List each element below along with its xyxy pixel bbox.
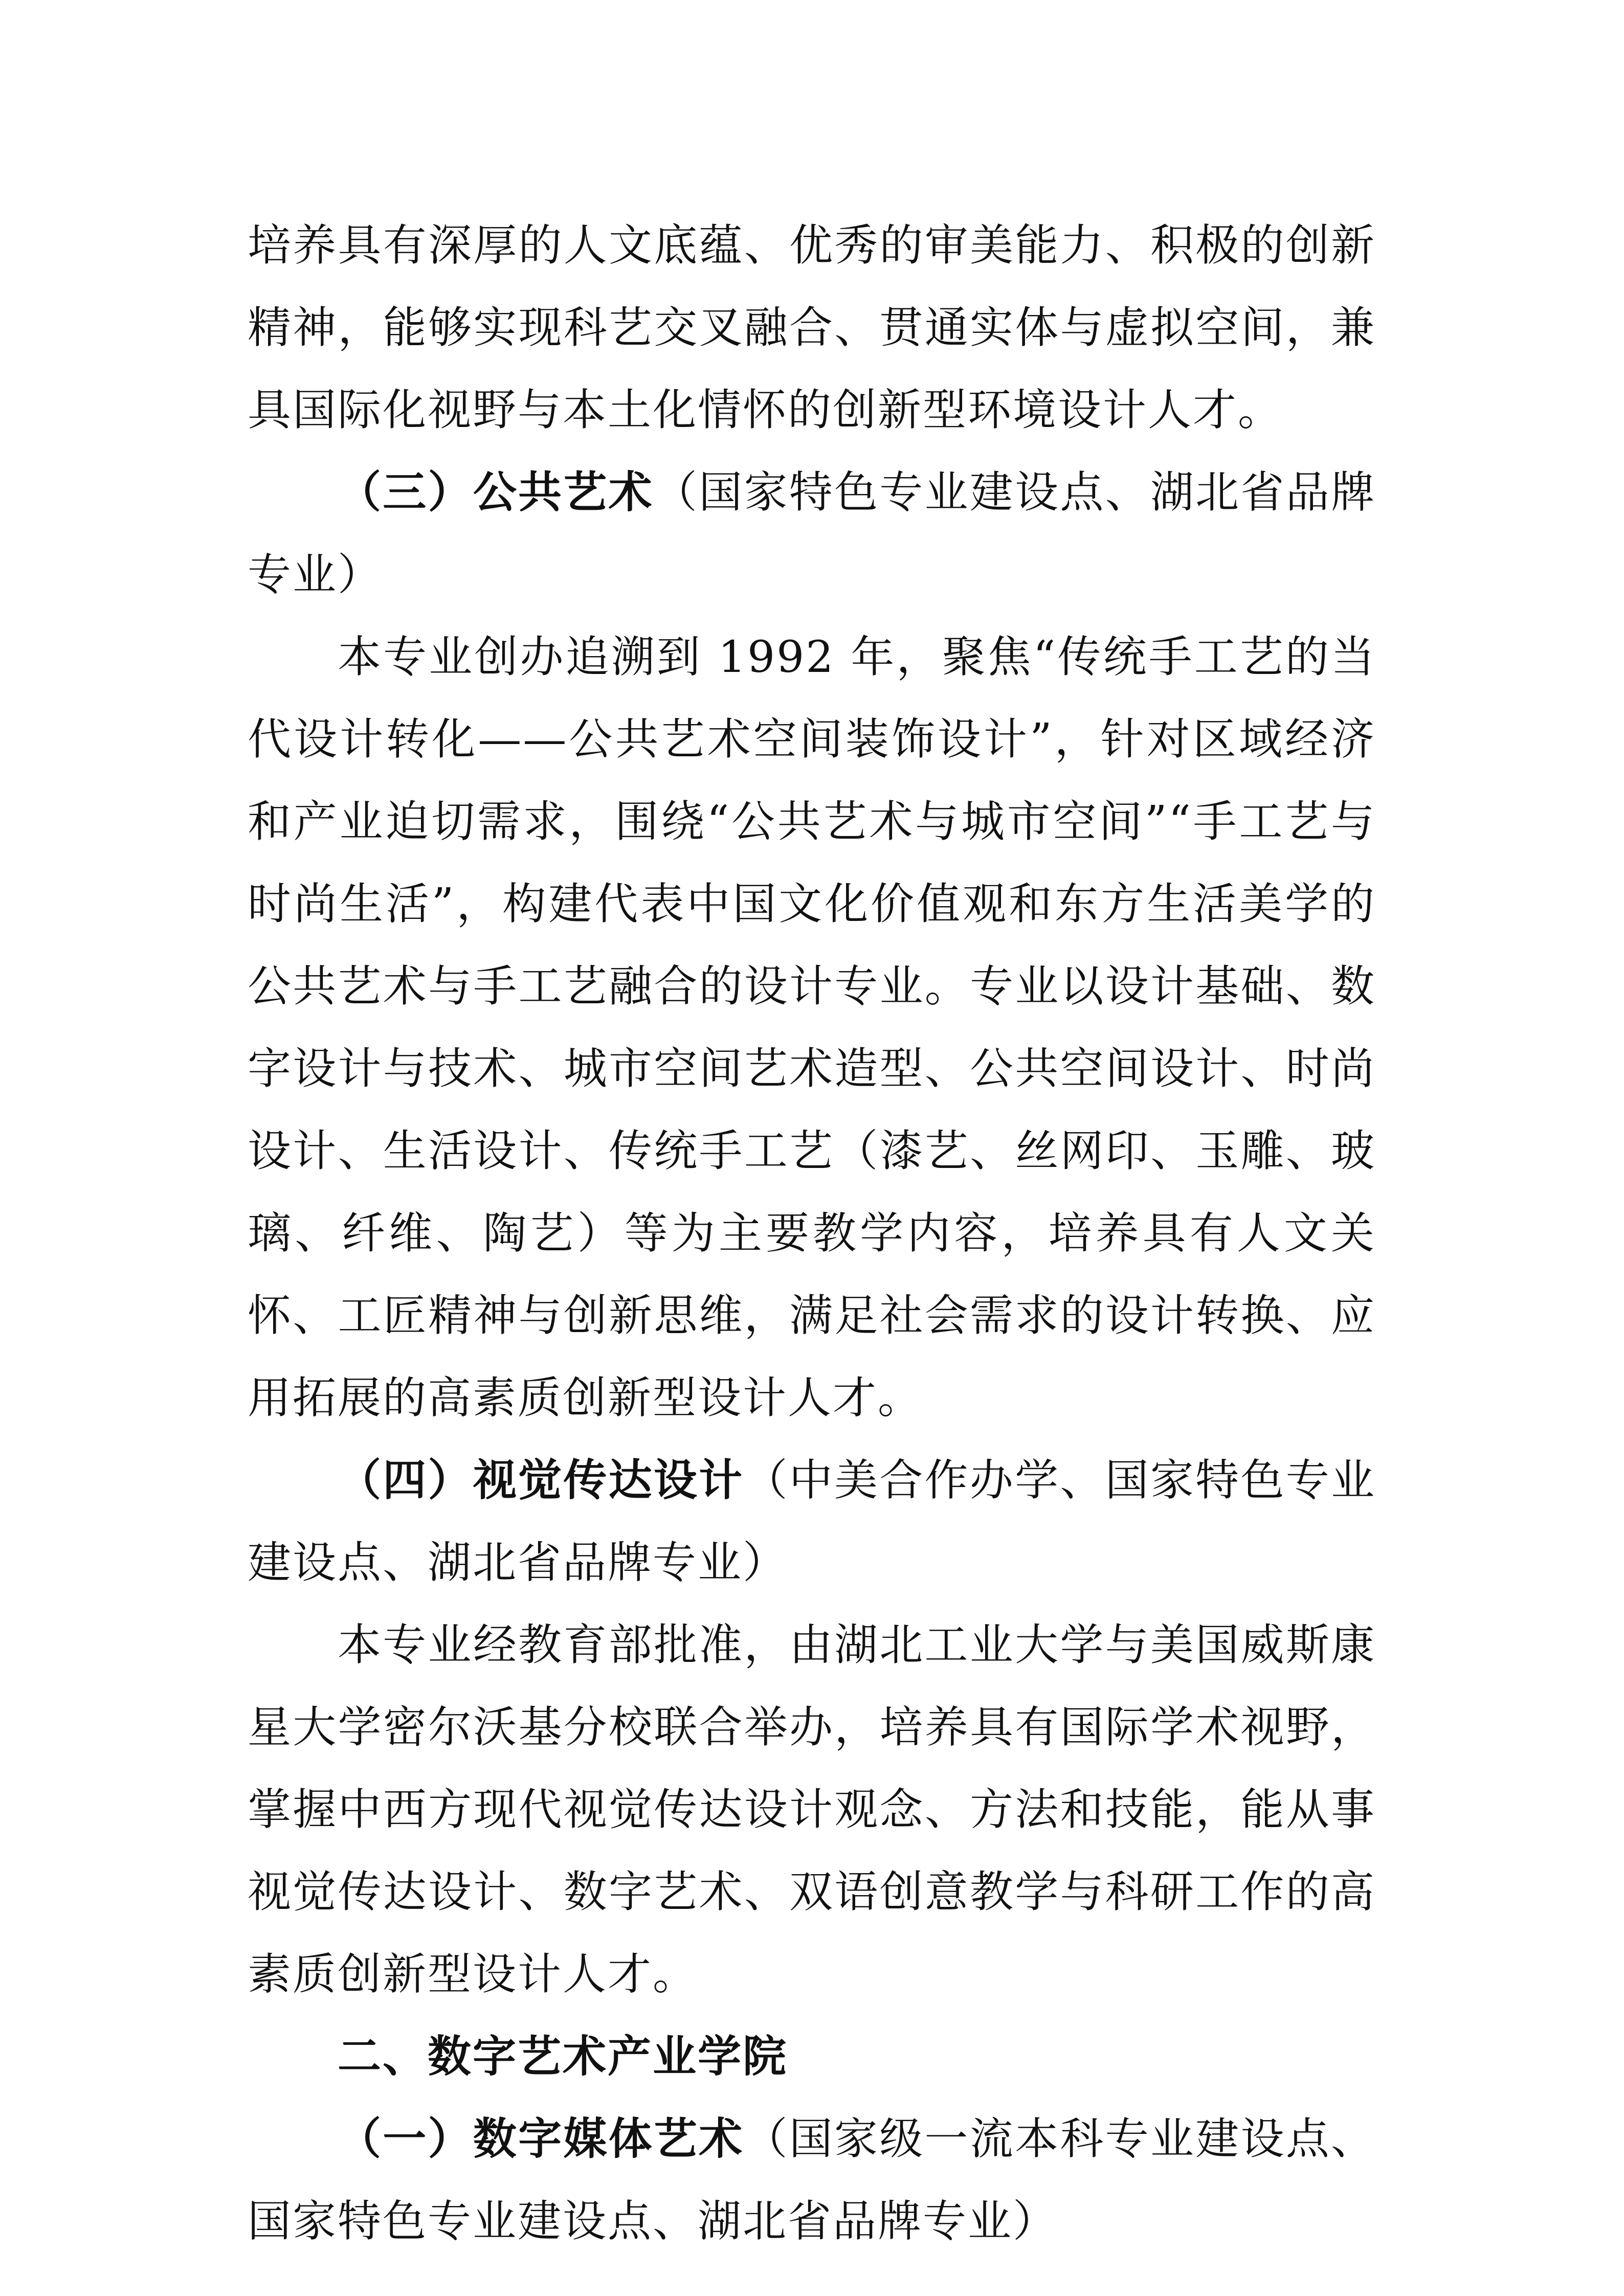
section-public-art-note: （国家特色专业建设点、湖北省品牌专业）	[248, 467, 1376, 600]
section-visual-communication-heading	[248, 1439, 1376, 1604]
section-visual-communication-title: （四）视觉传达设计	[338, 1455, 744, 1506]
section-digital-media-art-title: （一）数字媒体艺术	[338, 2114, 744, 2165]
section-public-art-heading	[248, 452, 1376, 616]
section-visual-communication-note: （中美合作办学、国家特色专业建设点、湖北省品牌专业）	[248, 1455, 1376, 1588]
heading-digital-art-college: 二、数字艺术产业学院	[338, 2032, 788, 2082]
section-digital-media-art-heading	[248, 2098, 1376, 2263]
paragraph-public-art: 本专业创办追溯到 1992 年，聚焦“传统手工艺的当代设计转化——公共艺术空间装饰设计”，针对区域经济和产业迫切需求，围绕“公共艺术与城市空间”“手工艺与时尚生活”，构建代表中国文化价值观和东方生活美学的公共艺术与手工艺融合的设计专业。专业以设计基础、数字设计与技术、城市空间艺术造型、公共空间设计、时尚设计、生活设计、传统手工艺（漆艺、丝网印、玉雕、玻璃、纤维、陶艺）等为主要教学内容，培养具有人文关怀、工匠精神与创新思维，满足社会需求的设计转换、应用拓展的高素质创新型设计人才。	[248, 632, 1376, 1424]
paragraph-visual-communication: 本专业经教育部批准，由湖北工业大学与美国威斯康星大学密尔沃基分校联合举办，培养具有国际学术视野，掌握中西方现代视觉传达设计观念、方法和技能，能从事视觉传达设计、数字艺术、双语创意教学与科研工作的高素质创新型设计人才。	[248, 1620, 1376, 2000]
document-body	[248, 205, 1376, 2263]
section-public-art-title: （三）公共艺术	[338, 467, 654, 518]
paragraph-environment-design-goal: 培养具有深厚的人文底蕴、优秀的审美能力、积极的创新精神，能够实现科艺交叉融合、贯通实体与虚拟空间，兼具国际化视野与本土化情怀的创新型环境设计人才。	[248, 220, 1376, 436]
section-digital-media-art-note: （国家级一流本科专业建设点、国家特色专业建设点、湖北省品牌专业）	[248, 2114, 1376, 2247]
